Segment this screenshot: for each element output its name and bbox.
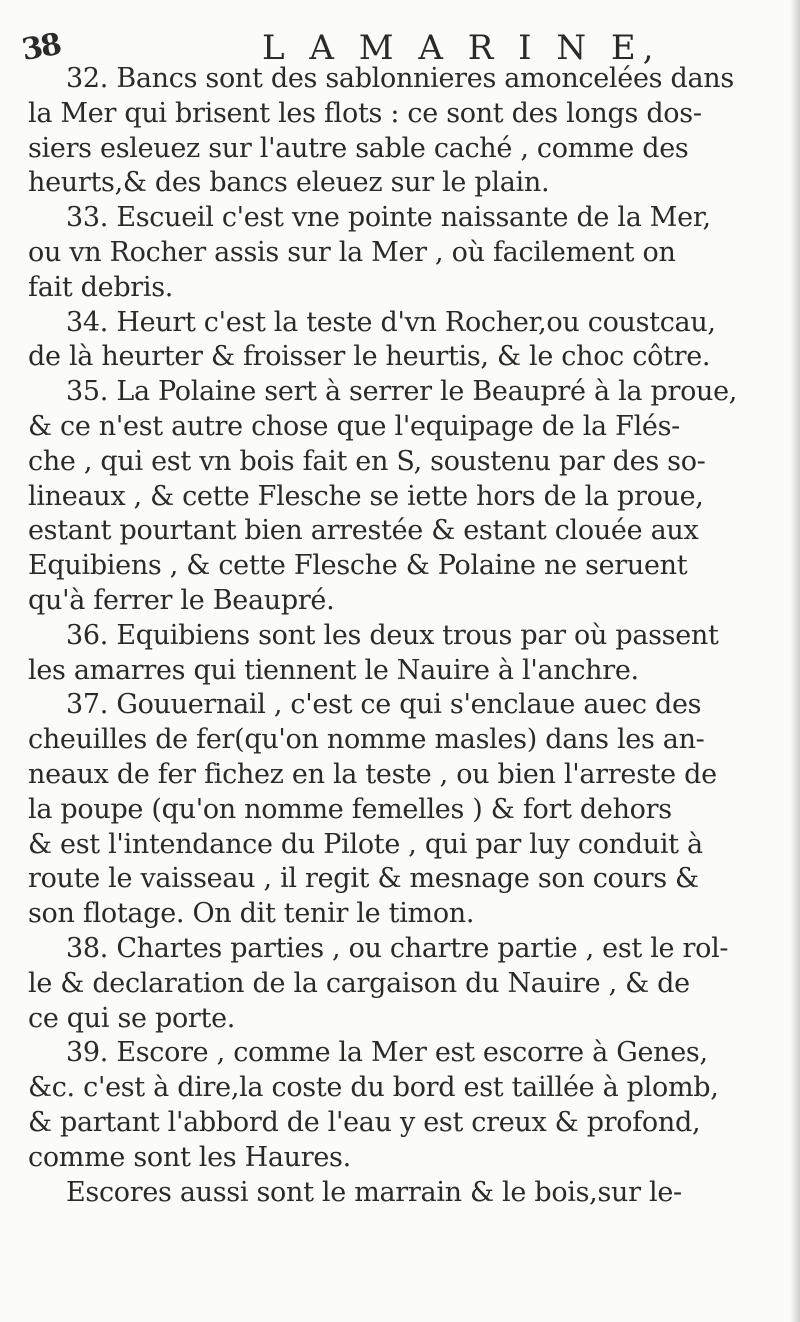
text-line: son flotage. On dit tenir le timon. [28, 898, 475, 930]
text-line: les amarres qui tiennent le Nauire à l'anchre. [28, 654, 639, 686]
text-line: ce qui se porte. [28, 1002, 236, 1034]
text-line: 34. Heurt c'est la teste d'vn Rocher,ou coustcau, [66, 306, 716, 338]
text-line: le & declaration de la cargaison du Nauire , & de [28, 967, 690, 999]
text-line: neaux de fer fichez en la teste , ou bien l'arreste de [28, 758, 717, 790]
text-line: 33. Escueil c'est vne pointe naissante de la Mer, [66, 202, 711, 234]
body-text [28, 62, 770, 1210]
text-line: & ce n'est autre chose que l'equipage de la Flés- [28, 410, 680, 442]
text-line: lineaux , & cette Flesche se iette hors de la proue, [28, 480, 704, 512]
text-line: fait debris. [28, 271, 174, 303]
text-line: 39. Escore , comme la Mer est escorre à Genes, [66, 1037, 708, 1069]
text-line: route le vaisseau , il regit & mesnage son cours & [28, 863, 699, 895]
text-line: 35. La Polaine sert à serrer le Beaupré à la proue, [66, 376, 738, 408]
text-line: Equibiens , & cette Flesche & Polaine ne seruent [28, 550, 688, 582]
text-line: heurts,& des bancs eleuez sur le plain. [28, 167, 550, 199]
text-line: che , qui est vn bois fait en S, soustenu par des so- [28, 445, 706, 477]
running-title: L A M A R I N E, [262, 28, 661, 68]
text-line: ou vn Rocher assis sur la Mer , où facilement on [28, 236, 676, 268]
text-line: siers esleuez sur l'autre sable caché , comme des [28, 132, 689, 164]
text-line: 37. Gouuernail , c'est ce qui s'enclaue auec des [66, 689, 702, 721]
text-line: Escores aussi sont le marrain & le bois,sur le- [66, 1176, 682, 1208]
text-line: & partant l'abbord de l'eau y est creux & profond, [28, 1106, 701, 1138]
text-line: comme sont les Haures. [28, 1141, 351, 1173]
text-line: qu'à ferrer le Beaupré. [28, 584, 335, 616]
text-line: 32. Bancs sont des sablonnieres amoncelées dans [66, 63, 734, 94]
text-line: 38. Chartes parties , ou chartre partie , est le rol- [66, 932, 729, 964]
text-line: 36. Equibiens sont les deux trous par où passent [66, 619, 719, 651]
text-line: la poupe (qu'on nomme femelles ) & fort dehors [28, 793, 672, 825]
text-line: la Mer qui brisent les flots : ce sont des longs dos- [28, 97, 702, 129]
text-line: & est l'intendance du Pilote , qui par luy conduit à [28, 828, 703, 860]
text-line: estant pourtant bien arrestée & estant clouée aux [28, 515, 699, 547]
text-line: de là heurter & froisser le heurtis, & le choc côtre. [28, 341, 711, 373]
page-number: 38 [19, 26, 63, 69]
text-line: &c. c'est à dire,la coste du bord est taillée à plomb, [28, 1072, 719, 1104]
text-line: cheuilles de fer(qu'on nomme masles) dans les an- [28, 724, 705, 756]
